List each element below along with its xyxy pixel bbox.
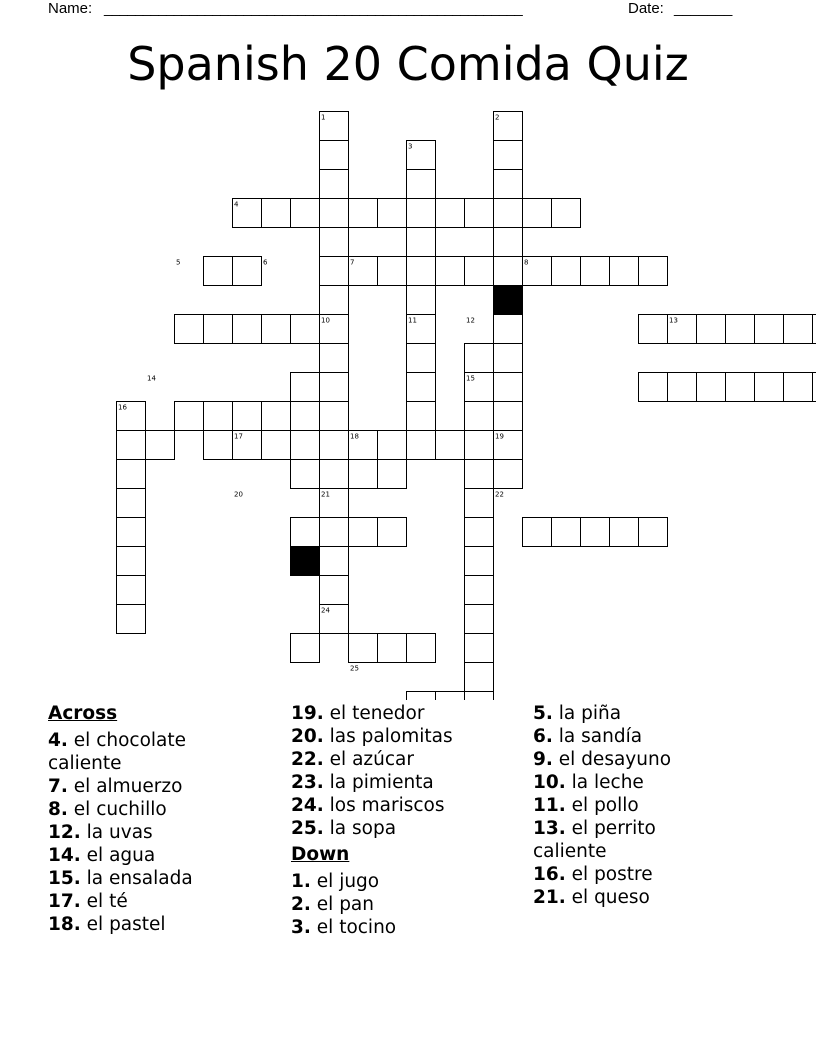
clue-number: 6. [533, 726, 553, 747]
clue-number-18: 18 [350, 432, 359, 441]
clue-number: 4. [48, 730, 68, 751]
clue-number-23: 23 [292, 548, 301, 557]
grid-cell[interactable] [291, 518, 320, 547]
clue-number-12: 12 [466, 316, 475, 325]
clue-text: el tenedor [323, 703, 425, 724]
clue-number: 9. [533, 749, 553, 770]
clue-number-8: 8 [524, 258, 529, 267]
clue-number-15: 15 [466, 374, 475, 383]
grid-cell[interactable] [494, 344, 523, 373]
grid-cell[interactable] [639, 518, 668, 547]
clue-number: 7. [48, 776, 68, 797]
grid-cell[interactable] [233, 315, 262, 344]
grid-cell[interactable] [378, 634, 407, 663]
grid-cell[interactable] [494, 141, 523, 170]
down-clue-2 [291, 893, 531, 916]
across-clue-12 [48, 821, 218, 844]
grid-cell[interactable] [465, 634, 494, 663]
grid-cell[interactable] [784, 315, 813, 344]
clue-number: 8. [48, 799, 68, 820]
clue-number: 3. [291, 917, 311, 938]
grid-cell[interactable] [320, 373, 349, 402]
grid-cell[interactable] [262, 199, 291, 228]
clue-number: 11. [533, 795, 566, 816]
clue-text: el chocolate caliente [48, 730, 187, 774]
grid-cell[interactable] [465, 663, 494, 692]
grid-cell[interactable] [755, 373, 784, 402]
clue-text: el postre [565, 864, 653, 885]
grid-cell[interactable] [465, 402, 494, 431]
grid-cell[interactable] [262, 431, 291, 460]
clue-number: 15. [48, 868, 81, 889]
grid-cell[interactable] [813, 315, 816, 344]
grid-cell[interactable] [465, 605, 494, 634]
clue-number-22: 22 [495, 490, 504, 499]
grid-cell[interactable] [378, 257, 407, 286]
across-clue-7 [48, 775, 218, 798]
grid-cell[interactable] [494, 460, 523, 489]
name-line[interactable]: ______________________________________________________ [104, 0, 523, 17]
grid-cell[interactable] [465, 431, 494, 460]
clue-column-2 [291, 702, 531, 939]
grid-cell[interactable] [117, 489, 146, 518]
grid-cell[interactable] [233, 257, 262, 286]
clue-text: el almuerzo [67, 776, 183, 797]
grid-cell[interactable] [494, 402, 523, 431]
across-clue-18 [48, 913, 218, 936]
grid-cell[interactable] [784, 373, 813, 402]
grid-cell[interactable] [407, 257, 436, 286]
clue-number: 14. [48, 845, 81, 866]
down-clue-6 [533, 725, 703, 748]
grid-cell[interactable] [320, 576, 349, 605]
clue-text: la sopa [323, 818, 397, 839]
clue-text: el agua [80, 845, 156, 866]
clue-number-25: 25 [350, 664, 359, 673]
grid-cell[interactable] [581, 257, 610, 286]
clue-number-16: 16 [118, 403, 127, 412]
across-clue-19 [291, 702, 531, 725]
clue-number: 20. [291, 726, 324, 747]
grid-cell[interactable] [378, 431, 407, 460]
grid-cell[interactable] [146, 431, 175, 460]
clue-number-10: 10 [321, 316, 330, 325]
across-clue-15 [48, 867, 218, 890]
clue-text: el cuchillo [67, 799, 167, 820]
clue-number-20: 20 [234, 490, 243, 499]
clue-number: 22. [291, 749, 324, 770]
grid-cell[interactable] [378, 518, 407, 547]
clue-text: las palomitas [323, 726, 453, 747]
grid-cell[interactable] [639, 373, 668, 402]
clue-text: el azúcar [323, 749, 414, 770]
grid-cell[interactable] [291, 431, 320, 460]
clue-text: el té [80, 891, 128, 912]
across-clue-22 [291, 748, 531, 771]
grid-cell[interactable] [494, 228, 523, 257]
down-clue-16 [533, 863, 703, 886]
grid-cell[interactable] [407, 692, 436, 701]
clue-number-13: 13 [669, 316, 678, 325]
clue-number-5: 5 [176, 258, 181, 267]
grid-cell[interactable] [291, 199, 320, 228]
grid-cell[interactable] [436, 199, 465, 228]
clue-number: 21. [533, 887, 566, 908]
down-clue-10 [533, 771, 703, 794]
date-label: Date: [628, 0, 664, 17]
grid-cell[interactable] [175, 402, 204, 431]
across-clue-8 [48, 798, 218, 821]
down-clue-3 [291, 916, 531, 939]
clue-number: 10. [533, 772, 566, 793]
grid-cell[interactable] [117, 460, 146, 489]
grid-cell[interactable] [320, 170, 349, 199]
grid-cell[interactable] [407, 634, 436, 663]
page-title: Spanish 20 Comida Quiz [127, 37, 689, 91]
grid-cell[interactable] [465, 257, 494, 286]
down-heading: Down [291, 844, 350, 865]
clue-text: el tocino [310, 917, 397, 938]
grid-cell[interactable] [494, 373, 523, 402]
grid-cell[interactable] [755, 315, 784, 344]
grid-cell[interactable] [349, 199, 378, 228]
grid-cell[interactable] [465, 199, 494, 228]
grid-cell[interactable] [320, 402, 349, 431]
clue-number: 23. [291, 772, 324, 793]
grid-cell[interactable] [639, 315, 668, 344]
down-clue-21 [533, 886, 703, 909]
clue-number-14: 14 [147, 374, 156, 383]
grid-cell[interactable] [233, 402, 262, 431]
grid-cell[interactable] [262, 402, 291, 431]
grid-cell[interactable] [117, 576, 146, 605]
grid-cell[interactable] [523, 199, 552, 228]
grid-cell[interactable] [407, 170, 436, 199]
grid-cell[interactable] [581, 518, 610, 547]
grid-cell[interactable] [494, 170, 523, 199]
clue-text: el desayuno [552, 749, 672, 770]
clue-number: 1. [291, 871, 311, 892]
grid-cell[interactable] [320, 431, 349, 460]
clue-column-3 [533, 702, 703, 909]
grid-cell[interactable] [378, 199, 407, 228]
clue-number: 16. [533, 864, 566, 885]
across-clue-25 [291, 817, 531, 840]
grid-cell[interactable] [465, 489, 494, 518]
grid-cell[interactable] [291, 402, 320, 431]
grid-cell[interactable] [552, 518, 581, 547]
across-clue-23 [291, 771, 531, 794]
clue-text: la piña [552, 703, 622, 724]
grid-cell[interactable] [494, 199, 523, 228]
clue-number-1: 1 [321, 113, 326, 122]
clue-text: la ensalada [80, 868, 193, 889]
across-clue-14 [48, 844, 218, 867]
grid-cell[interactable] [378, 460, 407, 489]
across-clue-20 [291, 725, 531, 748]
grid-cell[interactable] [320, 460, 349, 489]
grid-cell[interactable] [436, 431, 465, 460]
grid-cell[interactable] [407, 431, 436, 460]
grid-cell[interactable] [320, 547, 349, 576]
grid-cell[interactable] [465, 518, 494, 547]
clue-text: el queso [565, 887, 650, 908]
grid-cell[interactable] [204, 257, 233, 286]
grid-cell[interactable] [639, 257, 668, 286]
clue-number: 2. [291, 894, 311, 915]
clue-text: la uvas [80, 822, 153, 843]
grid-cell[interactable] [349, 634, 378, 663]
clue-text: el pastel [80, 914, 166, 935]
name-label: Name: [48, 0, 93, 17]
grid-cell[interactable] [465, 344, 494, 373]
grid-cell[interactable] [465, 576, 494, 605]
clue-text: la pimienta [323, 772, 434, 793]
grid-cell[interactable] [320, 344, 349, 373]
down-clue-13 [533, 817, 703, 863]
clue-text: el pollo [565, 795, 639, 816]
clue-number-21: 21 [321, 490, 330, 499]
grid-cell[interactable] [320, 286, 349, 315]
clue-number-9: 9 [495, 287, 500, 296]
grid-cell[interactable] [204, 315, 233, 344]
grid-cell[interactable] [117, 518, 146, 547]
grid-cell[interactable] [436, 257, 465, 286]
grid-cell[interactable] [320, 141, 349, 170]
clue-number-4: 4 [234, 200, 239, 209]
grid-cell[interactable] [407, 344, 436, 373]
across-clue-24 [291, 794, 531, 817]
grid-cell[interactable] [726, 373, 755, 402]
grid-cell[interactable] [813, 373, 816, 402]
clue-number: 24. [291, 795, 324, 816]
clue-number: 19. [291, 703, 324, 724]
grid-cell[interactable] [407, 402, 436, 431]
grid-cell[interactable] [726, 315, 755, 344]
clue-number-7: 7 [350, 258, 355, 267]
clue-number: 13. [533, 818, 566, 839]
grid-cell[interactable] [494, 315, 523, 344]
grid-cell[interactable] [349, 460, 378, 489]
grid-cell[interactable] [320, 228, 349, 257]
clue-text: el jugo [310, 871, 380, 892]
grid-cell[interactable] [320, 518, 349, 547]
grid-cell[interactable] [204, 402, 233, 431]
down-clue-9 [533, 748, 703, 771]
grid-cell[interactable] [320, 257, 349, 286]
grid-cell[interactable] [291, 373, 320, 402]
down-clue-11 [533, 794, 703, 817]
clue-number: 12. [48, 822, 81, 843]
grid-cell[interactable] [610, 518, 639, 547]
down-clue-5 [533, 702, 703, 725]
grid-cell[interactable] [523, 518, 552, 547]
clue-column-1 [48, 702, 218, 936]
grid-cell[interactable] [465, 547, 494, 576]
grid-cell[interactable] [407, 373, 436, 402]
clue-text: la sandía [552, 726, 643, 747]
grid-cell[interactable] [610, 257, 639, 286]
grid-cell[interactable] [291, 634, 320, 663]
clue-number: 5. [533, 703, 553, 724]
grid-cell[interactable] [349, 518, 378, 547]
grid-cell[interactable] [407, 199, 436, 228]
grid-cell[interactable] [291, 460, 320, 489]
grid-cell[interactable] [407, 228, 436, 257]
down-clue-1 [291, 870, 531, 893]
clue-number: 18. [48, 914, 81, 935]
grid-cell[interactable] [465, 460, 494, 489]
clue-text: el pan [310, 894, 374, 915]
grid-cell[interactable] [668, 373, 697, 402]
across-clue-17 [48, 890, 218, 913]
grid-cell[interactable] [436, 692, 465, 701]
clue-number-6: 6 [263, 258, 268, 267]
clue-number: 25. [291, 818, 324, 839]
grid-cell[interactable] [407, 286, 436, 315]
clue-text: la leche [565, 772, 644, 793]
grid-cell[interactable] [117, 431, 146, 460]
clue-number: 17. [48, 891, 81, 912]
clue-text: los mariscos [323, 795, 445, 816]
grid-cell[interactable] [262, 315, 291, 344]
grid-cell[interactable] [291, 315, 320, 344]
clue-number-17: 17 [234, 432, 243, 441]
clue-number-24: 24 [321, 606, 330, 615]
clue-number-2: 2 [495, 113, 500, 122]
grid-cell[interactable] [117, 605, 146, 634]
across-clue-4 [48, 729, 218, 775]
clue-number-19: 19 [495, 432, 504, 441]
grid-cell[interactable] [175, 315, 204, 344]
across-heading: Across [48, 703, 118, 724]
grid-cell[interactable] [494, 257, 523, 286]
grid-cell[interactable] [697, 315, 726, 344]
date-line[interactable]: _______ [674, 0, 733, 17]
grid-cell[interactable] [320, 199, 349, 228]
clue-number-3: 3 [408, 142, 413, 151]
clue-text: el perrito caliente [533, 818, 656, 862]
grid-cell[interactable] [465, 692, 494, 701]
grid-cell[interactable] [552, 257, 581, 286]
grid-cell[interactable] [204, 431, 233, 460]
grid-cell[interactable] [552, 199, 581, 228]
grid-cell[interactable] [117, 547, 146, 576]
grid-cell[interactable] [697, 373, 726, 402]
clue-number-11: 11 [408, 316, 417, 325]
